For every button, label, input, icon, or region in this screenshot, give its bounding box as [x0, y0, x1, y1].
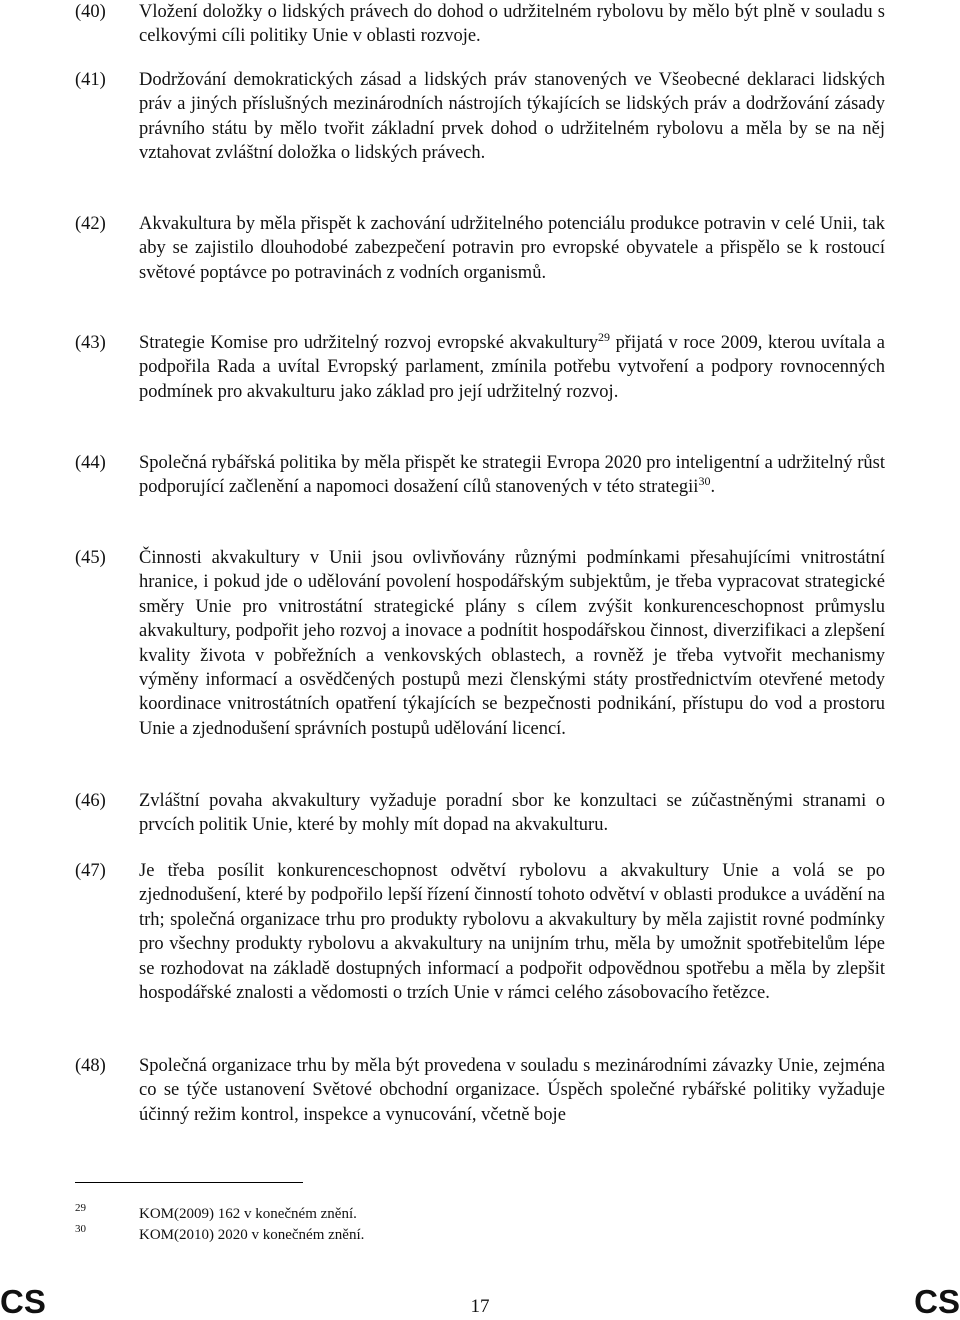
footnote-text: KOM(2010) 2020 v konečném znění.: [139, 1227, 365, 1243]
paragraph-40: [75, 0, 885, 49]
footnote-reference[interactable]: 30: [698, 474, 711, 489]
paragraph-number: (43): [75, 333, 106, 353]
footnote-30: [75, 1223, 365, 1244]
paragraph-text: Zvláštní povaha akvakultury vyžaduje poradní sbor ke konzultaci se zúčastněnými stranami o prvcích politik Unie, které by mohly mít dopad na akvakulturu.: [139, 791, 885, 836]
paragraph-number: (41): [75, 70, 106, 90]
footnote-separator: [75, 1182, 303, 1183]
paragraph-number: (46): [75, 791, 106, 811]
paragraph-number: (47): [75, 861, 106, 881]
paragraph-number: (42): [75, 214, 106, 234]
paragraph-number: (40): [75, 2, 106, 22]
page-number: 17: [470, 1296, 490, 1317]
paragraph-text: Je třeba posílit konkurenceschopnost odvětví rybolovu a akvakultury Unie a volá se po zjednodušení, které by podpořilo lepší řízení činností tohoto odvětví v oblasti produkce a uvádění na trh; společná organizace trhu pro produkty rybolovu a akvakultury by měla zajistit rovné podmínky pro všechny produkty rybolovu a akvakultury na unijním trhu, měla by umožnit spotřebitelům lépe se rozhodovat na základě dostupných informací a podpořit odpovědnou spotřebu a měla by zlepšit hospodářské znalosti a vědomosti o trzích Unie v rámci celého zásobovacího řetězce.: [139, 861, 885, 1004]
footnote-number: 30: [75, 1223, 86, 1235]
paragraph-47: [75, 859, 885, 1005]
paragraph-42: [75, 212, 885, 285]
paragraph-44: [75, 451, 885, 500]
text-before-footnote: Společná rybářská politika by měla přispět ke strategii Evropa 2020 pro inteligentní a udržitelný růst podporující začlenění a napomoci dosažení cílů stanovených v této strategii: [139, 453, 885, 498]
footnote-text: KOM(2009) 162 v konečném znění.: [139, 1206, 357, 1222]
paragraph-text: Dodržování demokratických zásad a lidských práv stanovených ve Všeobecné deklaraci lidských práv a jiných příslušných mezinárodních nástrojích týkajících se lidských práv a dodržování zásady právního státu by mělo tvořit základní prvek dohod o udržitelném rybolovu a měla by se na něj vztahovat zvláštní doložka o lidských právech.: [139, 70, 885, 164]
paragraph-41: [75, 68, 885, 166]
footnote-reference[interactable]: 29: [598, 330, 610, 344]
paragraph-number: (45): [75, 548, 106, 568]
text-before-footnote: Strategie Komise pro udržitelný rozvoj evropské akvakultury: [139, 333, 598, 353]
paragraph-45: [75, 546, 885, 741]
paragraph-48: [75, 1054, 885, 1127]
language-code-right: CS: [914, 1283, 960, 1320]
paragraph-text: Společná organizace trhu by měla být provedena v souladu s mezinárodními závazky Unie, zejména co se týče ustanovení Světové obchodní organizace. Úspěch společné rybářské politiky vyžaduje účinný režim kontrol, inspekce a vynucování, včetně boje: [139, 1056, 885, 1125]
paragraph-46: [75, 789, 885, 838]
text-after-footnote: přijatá v roce 2009, kterou uvítala a podpořila Rada a uvítal Evropský parlament, zmínila potřebu vytvoření a podpory rovnocenných podmínek pro akvakulturu jako základ pro její udržitelný rozvoj.: [139, 333, 885, 402]
footnote-number: 29: [75, 1202, 86, 1214]
paragraph-text: [139, 331, 885, 404]
text-after-footnote: .: [710, 477, 716, 498]
paragraph-text: Akvakultura by měla přispět k zachování udržitelného potenciálu produkce potravin v celé Unii, tak aby se zajistilo dlouhodobé zabezpečení potravin pro evropské obyvatele a přispělo se k rostoucí světové poptávce po potravinách z vodních organismů.: [139, 214, 885, 283]
paragraph-text: [139, 451, 885, 500]
paragraph-number: (48): [75, 1056, 106, 1076]
paragraph-text: Činnosti akvakultury v Unii jsou ovlivňovány různými podmínkami přesahujícími vnitrostátní hranice, i pokud jde o udělování povolení hospodářským subjektům, je třeba vypracovat strategické směry Unie pro vnitrostátní strategické plány s cílem zvýšit konkurenceschopnost průmyslu akvakultury, podpořit jeho rozvoj a inovace a podnítit hospodářskou činnost, diverzifikaci a zlepšení kvality života v pobřežních a venkovských oblastech, a rovněž je třeba vytvořit mechanismy výměny informací a osvědčených postupů mezi členskými státy prostřednictvím otevřené metody koordinace vnitrostátních opatření týkajících se bezpečnosti podnikání, přístupu do vod a prostoru Unie a zjednodušení správních postupů udělování licencí.: [139, 548, 885, 739]
paragraph-number: (44): [75, 453, 106, 473]
paragraph-text: Vložení doložky o lidských právech do dohod o udržitelném rybolovu by mělo být plně v souladu s celkovými cíli politiky Unie v oblasti rozvoje.: [139, 2, 885, 47]
paragraph-43: [75, 331, 885, 404]
language-code-left: CS: [0, 1283, 46, 1320]
